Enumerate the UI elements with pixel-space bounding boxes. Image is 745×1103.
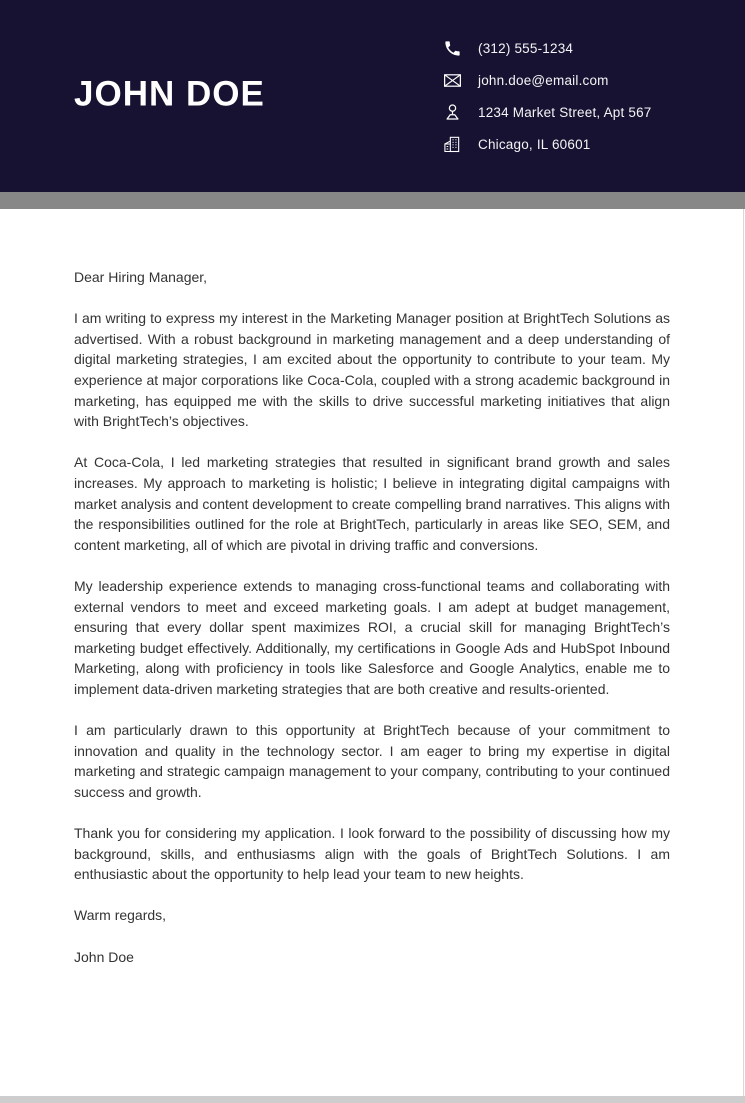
contact-row-email <box>441 64 652 96</box>
phone-number: (312) 555-1234 <box>478 40 574 56</box>
street-address: 1234 Market Street, Apt 567 <box>478 104 652 120</box>
paragraph-intro: I am writing to express my interest in the Marketing Manager position at BrightTech Solutions as advertised. With a robust background in marketing management and a deep understanding of digital marketing strategies, I am excited about the opportunity to contribute to your team. My experience at major corporations like Coca-Cola, coupled with a strong academic background in marketing, has equipped me with the skills to drive successful marketing initiatives that align with BrightTech’s objectives. <box>74 310 670 430</box>
divider-bar <box>0 192 745 209</box>
cover-letter-body <box>0 209 745 967</box>
paragraph-leadership: My leadership experience extends to managing cross-functional teams and collaborating with external vendors to meet and exceed marketing goals. I am adept at budget management, ensuring that every dollar spent maximizes ROI, a crucial skill for managing BrightTech’s marketing budget effectively. Additionally, my certifications in Google Ads and HubSpot Inbound Marketing, along with proficiency in tools like Salesforce and Google Analytics, enable me to implement data-driven marketing strategies that are both creative and results-oriented. <box>74 577 670 697</box>
contact-row-address <box>441 96 652 128</box>
location-icon <box>441 101 463 123</box>
paragraph-thanks: Thank you for considering my application. I look forward to the possibility of discussing how my background, skills, and enthusiasms align with the goals of BrightTech Solutions. I am enthusiastic about the opportunity to help lead your team to new heights. <box>74 825 670 883</box>
signature: John Doe <box>74 948 134 965</box>
page-edge-right <box>743 209 744 1096</box>
letterhead <box>0 0 745 192</box>
contact-row-phone <box>441 32 652 64</box>
phone-icon <box>441 37 463 59</box>
closing: Warm regards, <box>74 907 167 924</box>
email-icon <box>441 69 463 91</box>
contact-row-city <box>441 128 652 160</box>
building-icon <box>441 133 463 155</box>
applicant-name: JOHN DOE <box>74 74 265 114</box>
salutation: Dear Hiring Manager, <box>74 269 208 285</box>
contact-list <box>441 32 652 160</box>
email-address: john.doe@email.com <box>478 72 609 88</box>
page-edge-bottom <box>0 1096 745 1103</box>
city-state-zip: Chicago, IL 60601 <box>478 136 591 152</box>
paragraph-experience: At Coca-Cola, I led marketing strategies that resulted in significant brand growth and sales increases. My approach to marketing is holistic; I believe in integrating digital campaigns with market analysis and content development to create compelling brand narratives. This aligns with the responsibilities outlined for the role at BrightTech, particularly in areas like SEO, SEM, and content marketing, all of which are pivotal in driving traffic and conversions. <box>74 454 670 553</box>
paragraph-motivation: I am particularly drawn to this opportunity at BrightTech because of your commitment to innovation and quality in the technology sector. I am eager to bring my expertise in digital marketing and strategic campaign management to your company, contributing to your continued success and growth. <box>74 722 670 800</box>
